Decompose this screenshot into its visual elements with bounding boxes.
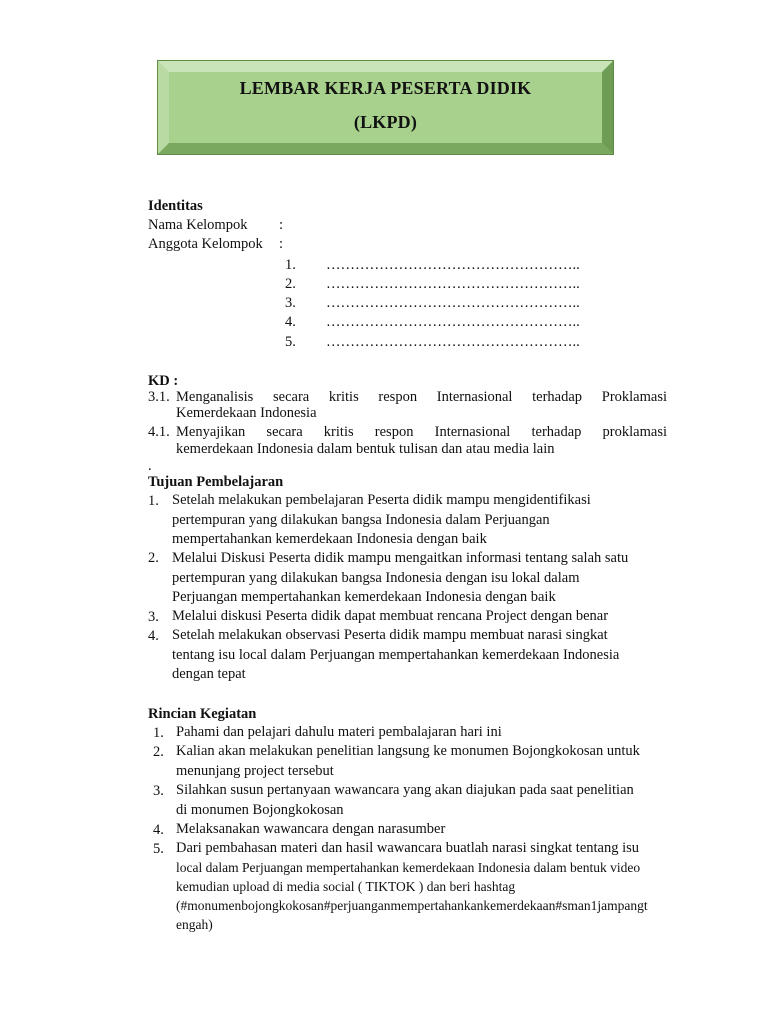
- document-subtitle: (LKPD): [353, 112, 418, 132]
- rincian-number: 5.: [153, 841, 164, 857]
- rincian-item: [176, 839, 676, 934]
- kd-trailing-dot: .: [148, 458, 152, 474]
- member-blank-field[interactable]: ……………………………………………..: [326, 334, 580, 350]
- tujuan-line: tentang isu local dalam Perjuangan mempertahankan kemerdekaan Indonesia: [172, 646, 620, 663]
- kd-text-continued: kemerdekaan Indonesia dalam bentuk tulisan dan atau media lain: [176, 441, 555, 457]
- tujuan-line: mempertahankan kemerdekaan Indonesia dengan baik: [172, 531, 487, 547]
- kd-number: 3.1.: [148, 389, 170, 405]
- kd-text-continued: Kemerdekaan Indonesia: [176, 405, 317, 421]
- tujuan-item: [172, 491, 672, 550]
- rincian-line: Melaksanakan wawancara dengan narasumber: [176, 821, 446, 837]
- rincian-line: menunjang project tersebut: [176, 762, 334, 779]
- nama-kelompok-label: Nama Kelompok: [148, 217, 248, 233]
- rincian-item: [176, 781, 676, 820]
- rincian-line: Kalian akan melakukan penelitian langsung ke monumen Bojongkokosan untuk: [176, 743, 640, 759]
- anggota-kelompok-label: Anggota Kelompok: [148, 236, 263, 252]
- rincian-item: [176, 723, 676, 743]
- tujuan-item: [172, 626, 672, 685]
- tujuan-line: pertempuran yang dilakukan bangsa Indonesia dengan isu lokal dalam: [172, 569, 580, 586]
- kd-number: 4.1.: [148, 424, 170, 440]
- rincian-line: Pahami dan pelajari dahulu materi pembalajaran hari ini: [176, 724, 502, 740]
- tujuan-line: dengan tepat: [172, 666, 246, 682]
- member-number: 2.: [285, 276, 296, 292]
- rincian-item: [176, 742, 676, 781]
- member-blank-field[interactable]: ……………………………………………..: [326, 276, 580, 292]
- tujuan-line: Setelah melakukan pembelajaran Peserta didik mampu mengidentifikasi: [172, 492, 591, 508]
- rincian-number: 4.: [153, 822, 164, 838]
- nama-kelompok-colon: :: [279, 217, 284, 233]
- kd-heading: KD :: [148, 373, 179, 389]
- rincian-number: 3.: [153, 783, 164, 799]
- title-box: [157, 60, 614, 155]
- anggota-kelompok-colon: :: [279, 236, 284, 252]
- rincian-heading: Rincian Kegiatan: [148, 706, 257, 722]
- tujuan-line: Melalui Diskusi Peserta didik mampu mengaitkan informasi tentang salah satu: [172, 550, 629, 566]
- rincian-line: engah): [176, 917, 213, 932]
- member-blank-field[interactable]: ……………………………………………..: [326, 314, 580, 330]
- rincian-number: 1.: [153, 725, 164, 741]
- rincian-line: di monumen Bojongkokosan: [176, 801, 344, 818]
- tujuan-number: 1.: [148, 493, 159, 509]
- member-number: 1.: [285, 257, 296, 273]
- identitas-heading: Identitas: [148, 198, 203, 214]
- tujuan-line: Setelah melakukan observasi Peserta didik mampu membuat narasi singkat: [172, 627, 608, 643]
- tujuan-line: Perjuangan mempertahankan kemerdekaan Indonesia dengan baik: [172, 589, 556, 605]
- member-number: 3.: [285, 295, 296, 311]
- tujuan-item: [172, 549, 672, 608]
- tujuan-line: Melalui diskusi Peserta didik dapat membuat rencana Project dengan benar: [172, 608, 609, 624]
- kd-text: Menganalisis secara kritis respon Internasional terhadap Proklamasi: [176, 389, 667, 405]
- rincian-line: kemudian upload di media social ( TIKTOK ) dan beri hashtag: [176, 879, 516, 894]
- tujuan-number: 2.: [148, 550, 159, 566]
- member-number: 4.: [285, 314, 296, 330]
- tujuan-item: [172, 607, 672, 627]
- rincian-line: Dari pembahasan materi dan hasil wawancara buatlah narasi singkat tentang isu: [176, 840, 640, 856]
- rincian-line: Silahkan susun pertanyaan wawancara yang akan diajukan pada saat penelitian: [176, 782, 634, 798]
- kd-text: Menyajikan secara kritis respon Internasional terhadap proklamasi: [176, 424, 667, 440]
- rincian-line: (#monumenbojongkokosan#perjuanganmempertahankankemerdekaan#sman1jampangt: [176, 898, 648, 913]
- tujuan-number: 4.: [148, 628, 159, 644]
- title-bevel: [157, 60, 614, 155]
- tujuan-line: pertempuran yang dilakukan bangsa Indonesia dalam Perjuangan: [172, 511, 550, 528]
- member-blank-field[interactable]: ……………………………………………..: [326, 257, 580, 273]
- rincian-line: local dalam Perjuangan mempertahankan kemerdekaan Indonesia dalam bentuk video: [176, 860, 641, 875]
- member-number: 5.: [285, 334, 296, 350]
- tujuan-heading: Tujuan Pembelajaran: [148, 474, 284, 490]
- member-blank-field[interactable]: ……………………………………………..: [326, 295, 580, 311]
- document-title: LEMBAR KERJA PESERTA DIDIK: [239, 78, 532, 98]
- rincian-item: [176, 820, 676, 840]
- tujuan-number: 3.: [148, 609, 159, 625]
- rincian-number: 2.: [153, 744, 164, 760]
